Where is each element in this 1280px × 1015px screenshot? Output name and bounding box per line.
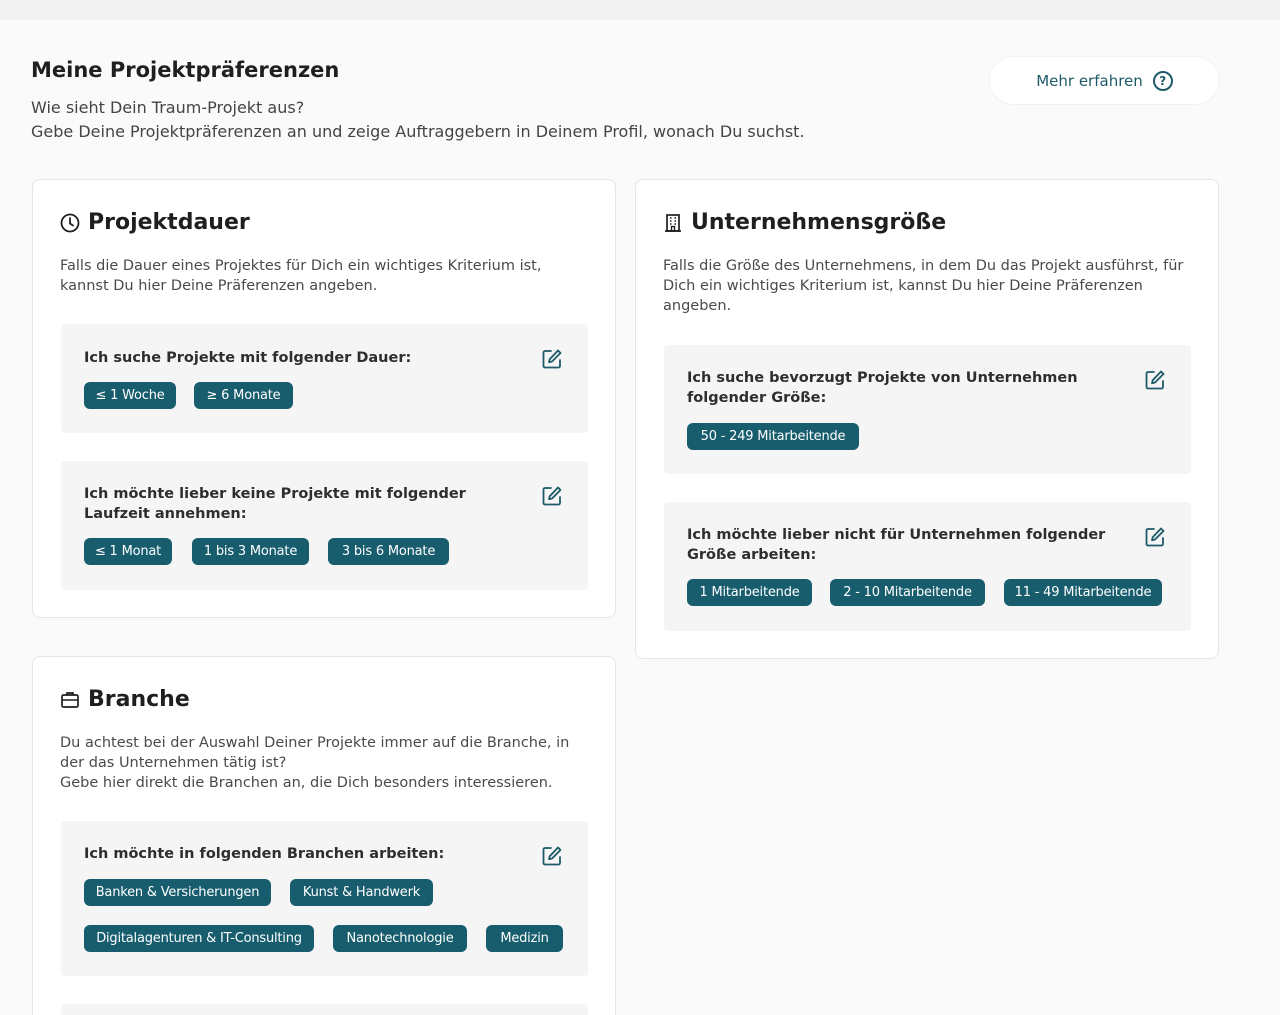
projektdauer-title: Projektdauer: [88, 210, 250, 235]
unternehmensgroesse-preferred-box: [664, 345, 1191, 474]
projektdauer-description: Falls die Dauer eines Projektes für Dich ein wichtiges Kriterium ist, kannst Du hier Deine Präferenzen angeben.: [60, 258, 542, 294]
branche-description-line1: Du achtest bei der Auswahl Deiner Projekte immer auf die Branche, in der das Unternehmen tätig ist?: [60, 735, 570, 771]
chip-branche-kunst: Kunst & Handwerk: [290, 879, 433, 906]
chip-groesse-11-49: 11 - 49 Mitarbeitende: [1004, 579, 1162, 606]
unternehmensgroesse-title: Unternehmensgröße: [691, 210, 947, 235]
branche-heading: [60, 687, 190, 712]
page-subtitle-line2: Gebe Deine Projektpräferenzen an und zeige Auftraggebern in Deinem Profil, wonach Du suchst.: [31, 122, 805, 141]
chip-laufzeit-1-3-monate: 1 bis 3 Monate: [192, 538, 309, 565]
branche-next-box: [61, 1004, 588, 1015]
branche-title: Branche: [88, 687, 190, 712]
chip-dauer-6-monate: ≥ 6 Monate: [194, 382, 293, 409]
mehr-erfahren-button[interactable]: [990, 57, 1219, 104]
projektdauer-avoided-box: [61, 461, 588, 590]
unternehmensgroesse-description: Falls die Größe des Unternehmens, in dem Du das Projekt ausführst, für Dich ein wichtiges Kriterium ist, kannst Du hier Deine Präferenzen angeben.: [663, 258, 1184, 314]
briefcase-icon: [60, 690, 80, 710]
unternehmensgroesse-heading: [663, 210, 946, 235]
unternehmensgroesse-card: [635, 179, 1219, 659]
chip-dauer-1-woche: ≤ 1 Woche: [84, 382, 176, 409]
branche-preferred-box: [61, 821, 588, 976]
edit-icon[interactable]: [541, 348, 563, 370]
branche-description-line2: Gebe hier direkt die Branchen an, die Dich besonders interessieren.: [60, 775, 553, 791]
unternehmensgroesse-preferred-label: Ich suche bevorzugt Projekte von Unternehmen folgender Größe:: [687, 370, 1078, 406]
edit-icon[interactable]: [541, 845, 563, 867]
edit-icon[interactable]: [541, 485, 563, 507]
edit-icon[interactable]: [1144, 369, 1166, 391]
branche-description: [60, 733, 580, 793]
page-title: Meine Projektpräferenzen: [31, 58, 340, 82]
projektdauer-preferred-label: Ich suche Projekte mit folgender Dauer:: [84, 350, 412, 366]
chip-branche-medizin: Medizin: [486, 925, 563, 952]
projektdauer-preferred-box: [61, 324, 588, 433]
projektdauer-heading: [60, 210, 250, 235]
chip-groesse-1: 1 Mitarbeitende: [687, 579, 812, 606]
page-subtitle: [31, 96, 805, 144]
clock-icon: [60, 213, 80, 233]
edit-icon[interactable]: [1144, 526, 1166, 548]
question-circle-icon: ?: [1153, 71, 1173, 91]
building-icon: [663, 213, 683, 233]
top-strip: [0, 0, 1280, 20]
unternehmensgroesse-avoided-box: [664, 502, 1191, 631]
chip-branche-digitalagenturen: Digitalagenturen & IT-Consulting: [84, 925, 314, 952]
chip-groesse-2-10: 2 - 10 Mitarbeitende: [830, 579, 985, 606]
projektdauer-card: [32, 179, 616, 618]
branche-card: [32, 656, 616, 1015]
mehr-erfahren-label: Mehr erfahren: [1036, 71, 1143, 90]
chip-branche-nanotechnologie: Nanotechnologie: [333, 925, 467, 952]
chip-laufzeit-3-6-monate: 3 bis 6 Monate: [328, 538, 449, 565]
branche-preferred-label: Ich möchte in folgenden Branchen arbeiten:: [84, 846, 445, 862]
chip-groesse-50-249: 50 - 249 Mitarbeitende: [687, 423, 859, 450]
page-subtitle-line1: Wie sieht Dein Traum-Projekt aus?: [31, 98, 305, 117]
chip-branche-banken: Banken & Versicherungen: [84, 879, 271, 906]
chip-laufzeit-1-monat: ≤ 1 Monat: [84, 538, 172, 565]
projektdauer-avoided-label: Ich möchte lieber keine Projekte mit folgender Laufzeit annehmen:: [84, 486, 466, 522]
unternehmensgroesse-avoided-label: Ich möchte lieber nicht für Unternehmen folgender Größe arbeiten:: [687, 527, 1106, 563]
